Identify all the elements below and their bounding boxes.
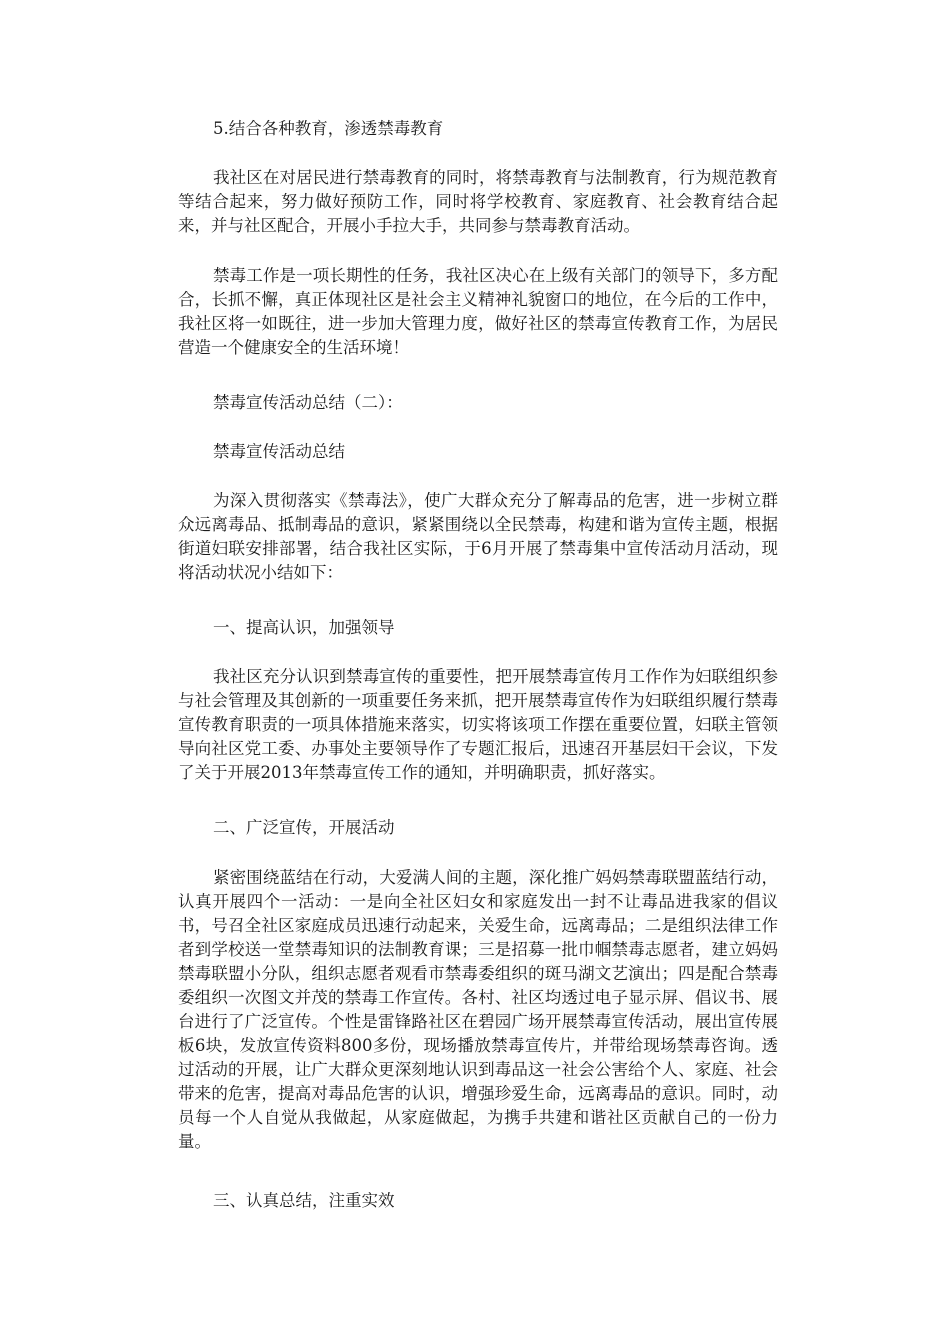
paragraph-long-term-task: 禁毒工作是一项长期性的任务，我社区决心在上级有关部门的领导下，多方配合，长抓不懈，真正体现社区是社会主义精神礼貌窗口的地位，在今后的工作中，我社区将一如既往，进一步加大管理力度，做好社区的禁毒宣传教育工作，为居民营造一个健康安全的生活环境！ xyxy=(178,266,778,357)
section-heading-3: 三、认真总结，注重实效 xyxy=(213,1191,395,1210)
paragraph-education-combined: 我社区在对居民进行禁毒教育的同时，将禁毒教育与法制教育，行为规范教育等结合起来，努力做好预防工作，同时将学校教育、家庭教育、社会教育结合起来，并与社区配合，开展小手拉大手，共同参与禁毒教育活动。 xyxy=(178,168,778,235)
paragraph-intro: 为深入贯彻落实《禁毒法》，使广大群众充分了解毒品的危害，进一步树立群众远离毒品、抵制毒品的意识，紧紧围绕以全民禁毒，构建和谐为宣传主题，根据街道妇联安排部署，结合我社区实际，于6月开展了禁毒集中宣传活动月活动，现将活动状况小结如下： xyxy=(178,491,778,582)
paragraph-activities: 紧密围绕蓝结在行动，大爱满人间的主题，深化推广妈妈禁毒联盟蓝结行动，认真开展四个一活动：一是向全社区妇女和家庭发出一封不让毒品进我家的倡议书，号召全社区家庭成员迅速行动起来，关爱生命，远离毒品；二是组织法律工作者到学校送一堂禁毒知识的法制教育课；三是招募一批巾帼禁毒志愿者，建立妈妈禁毒联盟小分队，组织志愿者观看市禁毒委组织的斑马湖文艺演出；四是配合禁毒委组织一次图文并茂的禁毒工作宣传。各村、社区均透过电子显示屏、倡议书、展台进行了广泛宣传。个性是雷锋路社区在碧园广场开展禁毒宣传活动，展出宣传展板6块，发放宣传资料800多份，现场播放禁毒宣传片，并带给现场禁毒咨询。透过活动的开展，让广大群众更深刻地认识到毒品这一社会公害给个人、家庭、社会带来的危害，提高对毒品危害的认识，增强珍爱生命，远离毒品的意识。同时，动员每一个人自觉从我做起，从家庭做起，为携手共建和谐社区贡献自己的一份力量。 xyxy=(178,868,778,1151)
section-heading-5: 5.结合各种教育，渗透禁毒教育 xyxy=(213,119,444,138)
paragraph-awareness: 我社区充分认识到禁毒宣传的重要性，把开展禁毒宣传月工作作为妇联组织参与社会管理及其创新的一项重要任务来抓，把开展禁毒宣传作为妇联组织履行禁毒宣传教育职责的一项具体措施来落实，切实将该项工作摆在重要位置，妇联主管领导向社区党工委、办事处主要领导作了专题汇报后，迅速召开基层妇干会议，下发了关于开展2013年禁毒宣传工作的通知，并明确职责，抓好落实。 xyxy=(178,667,778,782)
section-heading-2: 二、广泛宣传，开展活动 xyxy=(213,818,395,837)
section-title-part-two: 禁毒宣传活动总结（二）： xyxy=(213,393,403,412)
document-title: 禁毒宣传活动总结 xyxy=(213,442,345,461)
section-heading-1: 一、提高认识，加强领导 xyxy=(213,618,395,637)
